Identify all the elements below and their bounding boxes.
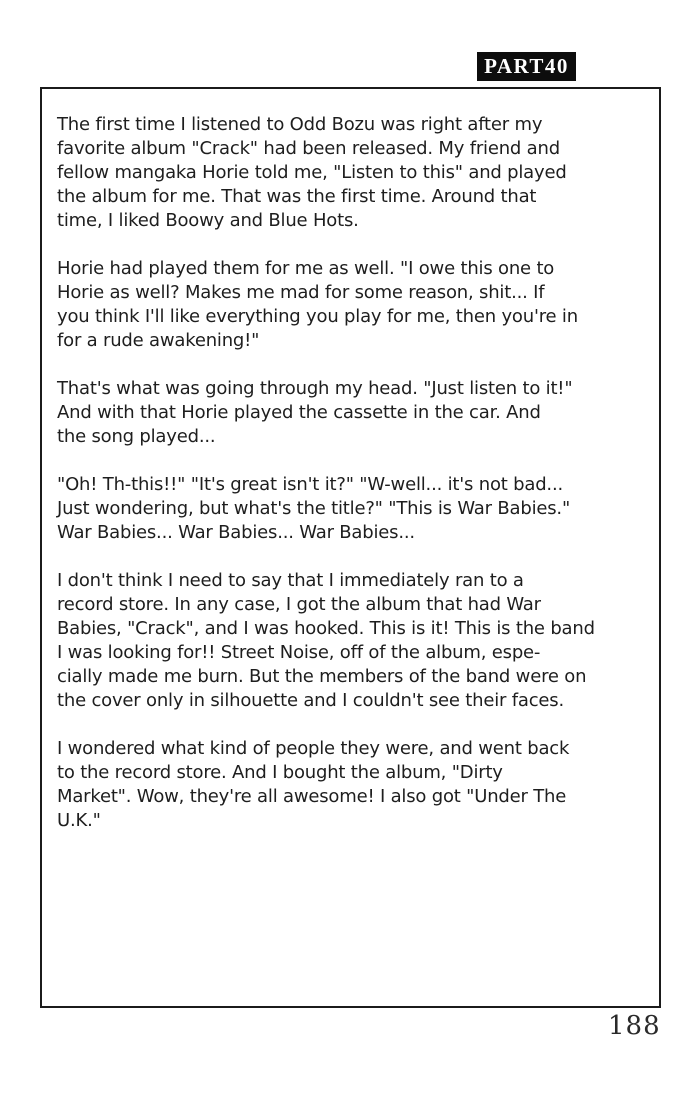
text-line: Horie as well? Makes me mad for some reason, shit... If — [57, 282, 545, 303]
note-paragraph — [57, 113, 651, 233]
text-line: Horie had played them for me as well. "I owe this one to — [57, 258, 555, 279]
text-line: the album for me. That was the first time. Around that — [57, 186, 537, 207]
text-line: Just wondering, but what's the title?" "This is War Babies." — [57, 498, 571, 519]
text-line: fellow mangaka Horie told me, "Listen to this" and played — [57, 162, 567, 183]
text-line: for a rude awakening!" — [57, 330, 260, 351]
text-line: "Oh! Th-this!!" "It's great isn't it?" "W-well... it's not bad... — [57, 474, 563, 495]
text-line: U.K." — [57, 810, 101, 831]
text-line: I don't think I need to say that I immediately ran to a — [57, 570, 524, 591]
note-paragraphs — [57, 113, 651, 833]
note-paragraph — [57, 473, 651, 545]
text-line: I wondered what kind of people they were, and went back — [57, 738, 570, 759]
page-number: 188 — [608, 1011, 661, 1041]
text-line: the song played... — [57, 426, 216, 447]
text-line: That's what was going through my head. "Just listen to it!" — [57, 378, 573, 399]
text-line: you think I'll like everything you play for me, then you're in — [57, 306, 578, 327]
text-line: I was looking for!! Street Noise, off of the album, espe- — [57, 642, 541, 663]
text-line: And with that Horie played the cassette in the car. And — [57, 402, 541, 423]
note-paragraph — [57, 257, 651, 353]
text-line: Babies, "Crack", and I was hooked. This is it! This is the band — [57, 618, 595, 639]
part-badge: PART40 — [478, 53, 575, 80]
text-line: to the record store. And I bought the album, "Dirty — [57, 762, 503, 783]
text-line: Market". Wow, they're all awesome! I also got "Under The — [57, 786, 567, 807]
note-paragraph — [57, 737, 651, 833]
text-line: The first time I listened to Odd Bozu was right after my — [57, 114, 543, 135]
text-line: cially made me burn. But the members of the band were on — [57, 666, 587, 687]
author-note-box — [40, 87, 661, 1008]
text-line: time, I liked Boowy and Blue Hots. — [57, 210, 359, 231]
note-paragraph — [57, 377, 651, 449]
note-paragraph — [57, 569, 651, 713]
text-line: favorite album "Crack" had been released. My friend and — [57, 138, 560, 159]
text-line: War Babies... War Babies... War Babies... — [57, 522, 415, 543]
text-line: record store. In any case, I got the album that had War — [57, 594, 541, 615]
text-line: the cover only in silhouette and I couldn't see their faces. — [57, 690, 564, 711]
